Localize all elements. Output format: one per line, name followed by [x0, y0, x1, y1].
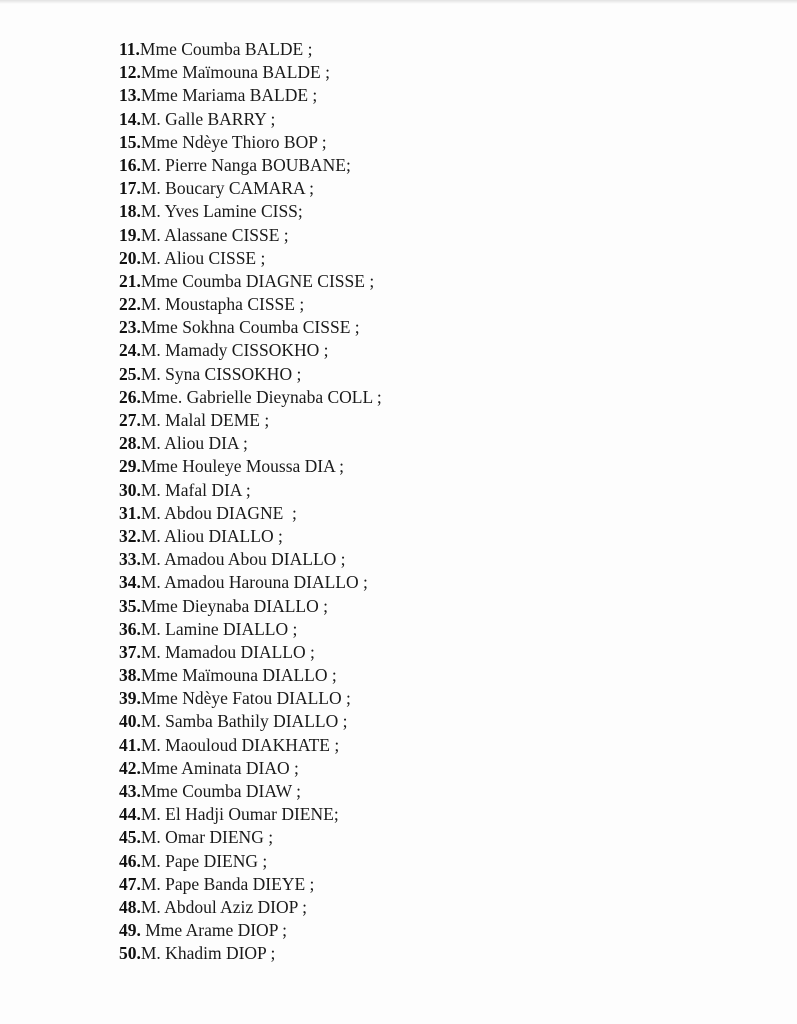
list-item: [119, 641, 382, 664]
list-item: [119, 455, 382, 478]
item-number: 19.: [119, 224, 141, 245]
item-name: M. Alassane CISSE ;: [140, 224, 289, 245]
item-number: 14.: [119, 108, 141, 129]
item-number: 50.: [119, 943, 141, 964]
item-number: 37.: [119, 641, 141, 662]
item-name: M. Mamadou DIALLO ;: [140, 641, 315, 662]
list-item: [119, 919, 382, 942]
list-item: [119, 525, 382, 548]
item-name: Mme Maïmouna DIALLO ;: [140, 665, 337, 686]
item-number: 39.: [119, 688, 141, 709]
list-item: [119, 595, 382, 618]
item-number: 42.: [119, 757, 141, 778]
list-item: [119, 293, 382, 316]
item-number: 41.: [119, 734, 141, 755]
item-name: M. Yves Lamine CISS;: [140, 201, 303, 222]
item-name: M. Lamine DIALLO ;: [140, 618, 298, 639]
item-number: 30.: [119, 479, 141, 500]
list-item: [119, 108, 382, 131]
item-name: M. Moustapha CISSE ;: [140, 294, 305, 315]
item-name: M. Abdoul Aziz DIOP ;: [140, 896, 307, 917]
list-item: [119, 339, 382, 362]
item-name: M. Galle BARRY ;: [140, 108, 276, 129]
item-number: 48.: [119, 896, 141, 917]
item-name: M. Khadim DIOP ;: [140, 943, 276, 964]
item-name: M. Maouloud DIAKHATE ;: [140, 734, 340, 755]
item-name: M. Pape Banda DIEYE ;: [140, 873, 315, 894]
page-top-edge: [0, 0, 797, 4]
item-number: 28.: [119, 433, 141, 454]
list-item: [119, 479, 382, 502]
list-item: [119, 548, 382, 571]
list-item: [119, 942, 382, 965]
list-item: [119, 826, 382, 849]
list-item: [119, 502, 382, 525]
list-item: [119, 687, 382, 710]
item-number: 12.: [119, 62, 141, 83]
item-name: M. Boucary CAMARA ;: [140, 178, 314, 199]
item-name: Mme Arame DIOP ;: [140, 920, 288, 941]
list-item: [119, 200, 382, 223]
item-number: 26.: [119, 386, 141, 407]
item-number: 18.: [119, 201, 141, 222]
list-item: [119, 734, 382, 757]
item-name: M. Pierre Nanga BOUBANE;: [140, 154, 351, 175]
item-name: M. Mamady CISSOKHO ;: [140, 340, 329, 361]
list-item: [119, 316, 382, 339]
list-item: [119, 38, 382, 61]
list-item: [119, 850, 382, 873]
list-item: [119, 664, 382, 687]
item-name: Mme Ndèye Fatou DIALLO ;: [140, 688, 351, 709]
list-item: [119, 409, 382, 432]
item-name: M. Pape DIENG ;: [140, 850, 268, 871]
item-name: M. Amadou Abou DIALLO ;: [140, 549, 346, 570]
item-name: M. Aliou DIA ;: [140, 433, 248, 454]
list-item: [119, 224, 382, 247]
item-number: 29.: [119, 456, 141, 477]
item-name: Mme Ndèye Thioro BOP ;: [140, 131, 327, 152]
item-name: Mme Mariama BALDE ;: [140, 85, 318, 106]
item-name: Mme Aminata DIAO ;: [140, 757, 299, 778]
item-name: Mme Houleye Moussa DIA ;: [140, 456, 345, 477]
list-item: [119, 618, 382, 641]
item-number: 25.: [119, 363, 141, 384]
item-name: Mme Sokhna Coumba CISSE ;: [140, 317, 360, 338]
item-name: Mme. Gabrielle Dieynaba COLL ;: [140, 386, 382, 407]
item-name: M. Malal DEME ;: [140, 410, 270, 430]
item-number: 38.: [119, 665, 141, 686]
item-number: 17.: [119, 178, 141, 199]
item-name: Mme Coumba BALDE ;: [139, 39, 313, 59]
list-item: [119, 177, 382, 200]
item-name: Mme Coumba DIAGNE CISSE ;: [140, 270, 375, 291]
item-name: Mme Coumba DIAW ;: [140, 781, 302, 801]
item-number: 27.: [119, 410, 141, 430]
item-number: 11.: [119, 39, 140, 59]
item-name: Mme Dieynaba DIALLO ;: [140, 595, 328, 616]
item-number: 22.: [119, 294, 141, 315]
item-name: Mme Maïmouna BALDE ;: [140, 62, 330, 83]
item-number: 23.: [119, 317, 141, 338]
list-item: [119, 896, 382, 919]
item-number: 16.: [119, 154, 141, 175]
item-number: 34.: [119, 572, 141, 593]
list-item: [119, 84, 382, 107]
item-name: M. Omar DIENG ;: [140, 827, 274, 848]
item-number: 36.: [119, 618, 141, 639]
item-number: 33.: [119, 549, 141, 570]
list-item: [119, 270, 382, 293]
list-item: [119, 710, 382, 733]
name-list: [119, 38, 382, 966]
list-item: [119, 154, 382, 177]
item-number: 47.: [119, 873, 141, 894]
list-item: [119, 571, 382, 594]
list-item: [119, 131, 382, 154]
item-number: 40.: [119, 711, 141, 732]
item-name: M. Aliou CISSE ;: [140, 247, 266, 268]
item-number: 44.: [119, 804, 141, 825]
list-item: [119, 780, 382, 803]
item-name: M. El Hadji Oumar DIENE;: [140, 804, 339, 825]
item-name: M. Aliou DIALLO ;: [140, 525, 283, 546]
item-number: 24.: [119, 340, 141, 361]
item-number: 45.: [119, 827, 141, 848]
list-item: [119, 386, 382, 409]
list-item: [119, 803, 382, 826]
item-name: M. Samba Bathily DIALLO ;: [140, 711, 348, 732]
list-item: [119, 247, 382, 270]
item-number: 21.: [119, 270, 141, 291]
item-name: M. Syna CISSOKHO ;: [140, 363, 302, 384]
item-name: M. Abdou DIAGNE ;: [140, 502, 297, 523]
item-number: 32.: [119, 525, 141, 546]
list-item: [119, 432, 382, 455]
item-name: M. Mafal DIA ;: [140, 479, 251, 500]
list-item: [119, 363, 382, 386]
item-number: 13.: [119, 85, 141, 106]
item-number: 43.: [119, 781, 141, 801]
item-number: 35.: [119, 595, 141, 616]
item-number: 31.: [119, 502, 141, 523]
item-name: M. Amadou Harouna DIALLO ;: [140, 572, 368, 593]
item-number: 49.: [119, 920, 141, 941]
item-number: 15.: [119, 131, 141, 152]
item-number: 46.: [119, 850, 141, 871]
list-item: [119, 873, 382, 896]
list-item: [119, 757, 382, 780]
item-number: 20.: [119, 247, 141, 268]
list-item: [119, 61, 382, 84]
